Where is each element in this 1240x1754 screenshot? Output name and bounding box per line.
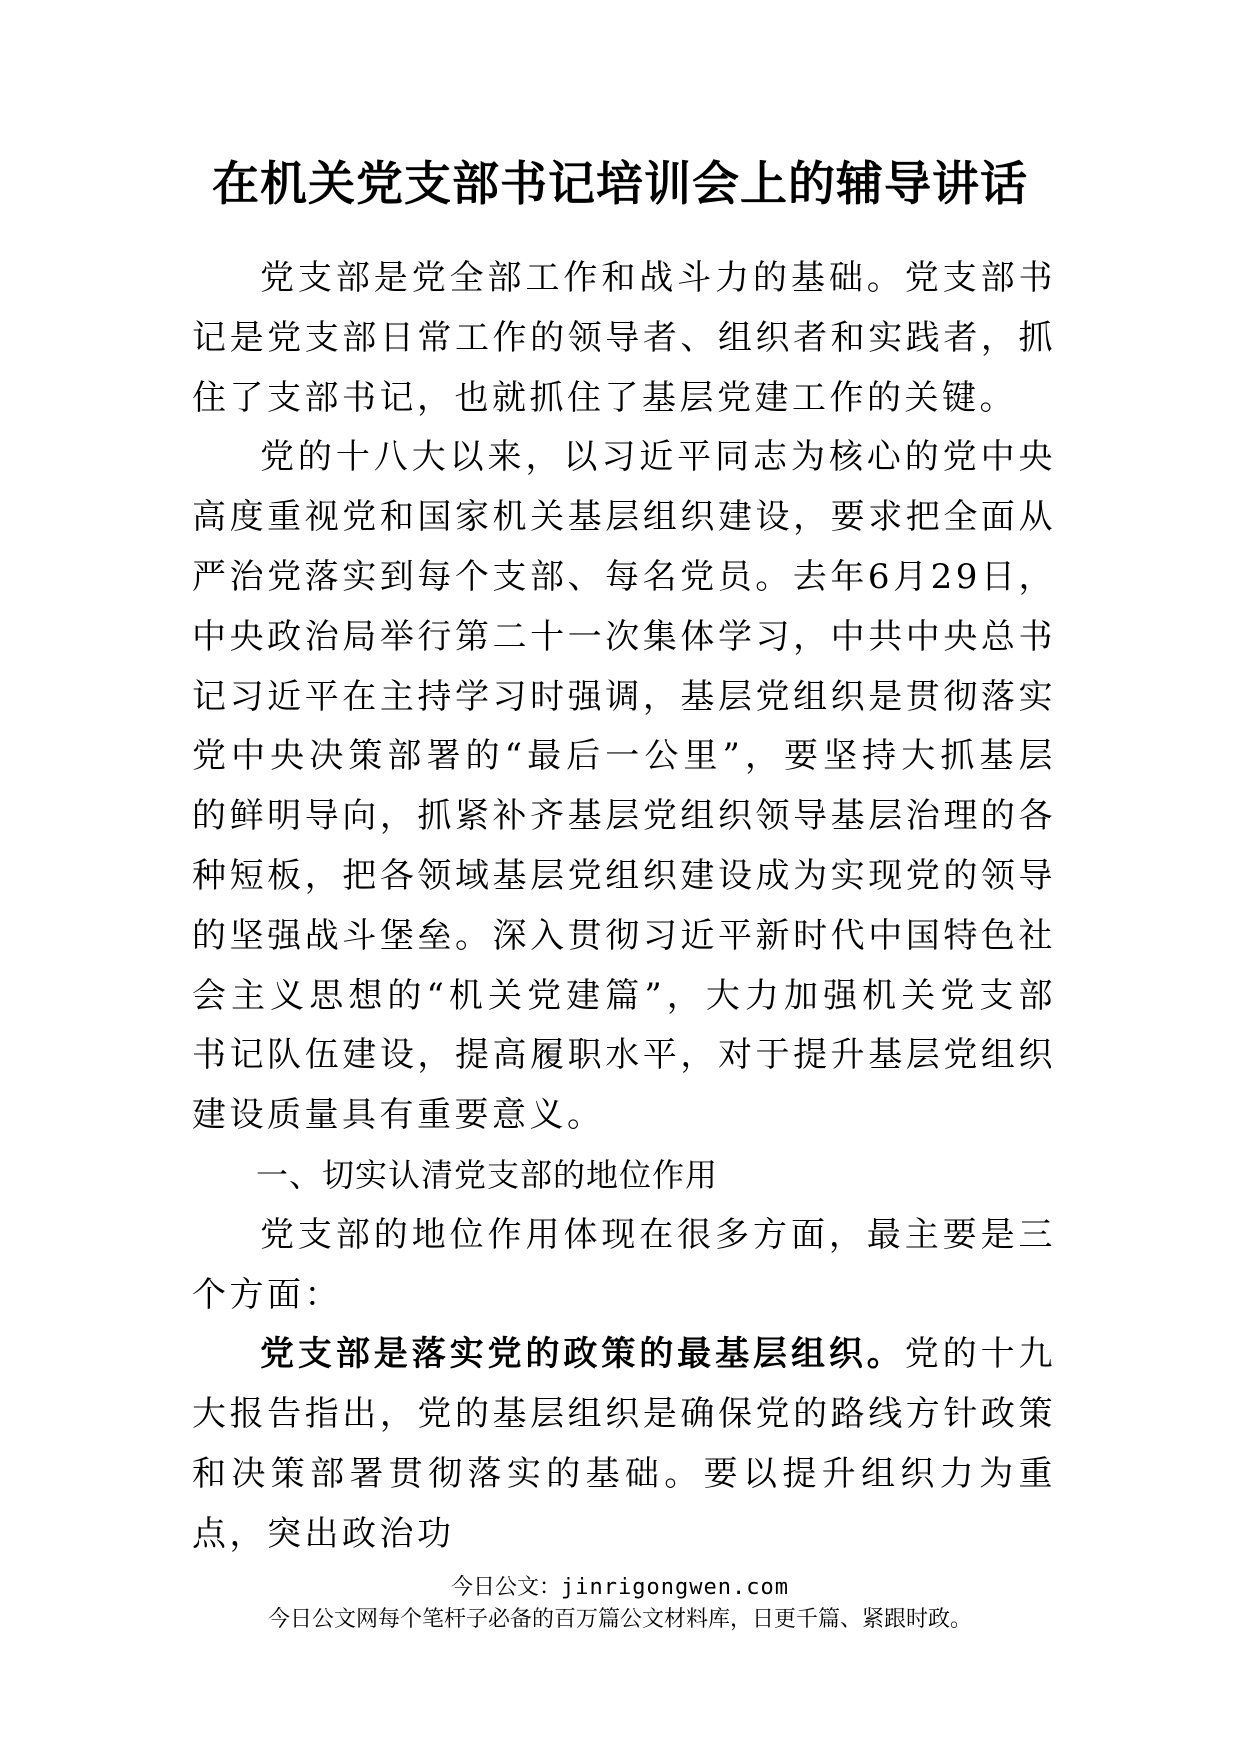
paragraph-intro: 党支部是党全部工作和战斗力的基础。党支部书记是党支部日常工作的领导者、组织者和实践者，抓住了支部书记，也就抓住了基层党建工作的关键。 bbox=[192, 258, 1056, 418]
paragraph-background: 党的十八大以来，以习近平同志为核心的党中央高度重视党和国家机关基层组织建设，要求把全面从严治党落实到每个支部、每名党员。去年6月29日，中央政治局举行第二十一次集体学习，中共中央总书记习近平在主持学习时强调，基层党组织是贯彻落实党中央决策部署的“最后一公里”，要坚持大抓基层的鲜明导向，抓紧补齐基层党组织领导基层治理的各种短板，把各领域基层党组织建设成为实现党的领导的坚强战斗堡垒。深入贯彻习近平新时代中国特色社会主义思想的“机关党建篇”，大力加强机关党支部书记队伍建设，提高履职水平，对于提升基层党组织建设质量具有重要意义。 bbox=[192, 437, 1056, 1136]
section-intro: 党支部的地位作用体现在很多方面，最主要是三个方面： bbox=[192, 1214, 1056, 1315]
document-title: 在机关党支部书记培训会上的辅导讲话 bbox=[212, 157, 1028, 212]
point-one-paragraph bbox=[192, 1325, 1056, 1564]
section-heading: 一、切实认清党支部的地位作用 bbox=[256, 1155, 719, 1194]
page-footer bbox=[0, 1572, 1240, 1636]
document-body bbox=[192, 249, 1056, 1565]
footer-site-link[interactable]: jinrigongwen.com bbox=[561, 1575, 789, 1600]
point-one-text: 党的十九大报告指出，党的基层组织是确保党的路线方针政策和决策部署贯彻落实的基础。要以提升组织力为重点，突出政治功 bbox=[192, 1334, 1057, 1554]
footer-site-label: 今日公文： bbox=[451, 1575, 562, 1600]
footer-site-line bbox=[0, 1572, 1240, 1604]
point-one-lead: 党支部是落实党的政策的最基层组织。 bbox=[260, 1334, 905, 1375]
footer-slogan: 今日公文网每个笔杆子必备的百万篇公文材料库，日更千篇、紧跟时政。 bbox=[267, 1607, 972, 1632]
